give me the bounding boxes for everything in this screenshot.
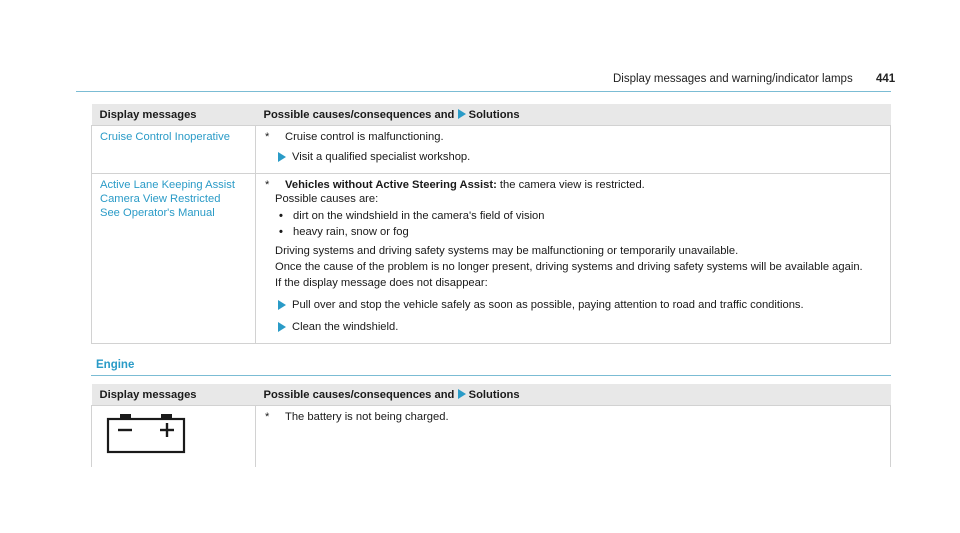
messages-table-1: [91, 104, 891, 344]
page-number: 441: [876, 73, 896, 85]
table-row: [92, 174, 891, 344]
column-header-causes: Possible causes/consequences and Solutions: [256, 384, 891, 406]
paragraph: Once the cause of the problem is no longer present, driving systems and driving safety systems will be available again.: [275, 261, 863, 273]
solution-step: Visit a qualified specialist workshop.: [264, 150, 882, 164]
list-item: • heavy rain, snow or fog: [293, 225, 882, 239]
cause-list: [264, 209, 882, 239]
display-message: [92, 406, 256, 468]
paragraph: If the display message does not disappear:: [275, 277, 488, 289]
page-header: [613, 73, 896, 85]
possible-causes-label: Possible causes are:: [275, 193, 379, 205]
column-header-display-messages: Display messages: [92, 384, 256, 406]
solution-step: Clean the windshield.: [264, 320, 882, 334]
arrow-icon: [278, 322, 286, 332]
display-message: Cruise Control Inoperative: [92, 126, 256, 174]
section-divider: [91, 375, 891, 376]
arrow-icon: [278, 300, 286, 310]
paragraph: Driving systems and driving safety systems may be malfunctioning or temporarily unavailable.: [275, 245, 739, 257]
column-header-causes: Possible causes/consequences and Solutions: [256, 104, 891, 126]
header-title: Display messages and warning/indicator lamps: [613, 73, 853, 85]
table-row: [92, 406, 891, 468]
cause-text: * Vehicles without Active Steering Assist: the camera view is restricted.: [265, 179, 645, 191]
header-divider: [76, 91, 891, 92]
cause-text: * The battery is not being charged.: [265, 411, 449, 423]
cause-text: * Cruise control is malfunctioning.: [265, 131, 444, 143]
causes-cell: [256, 174, 891, 344]
arrow-icon: [458, 109, 466, 119]
display-message: Active Lane Keeping Assist Camera View Restricted See Operator's Manual: [92, 174, 256, 344]
causes-cell: [256, 406, 891, 468]
solution-step: Pull over and stop the vehicle safely as soon as possible, paying attention to road and traffic conditions.: [264, 298, 882, 312]
arrow-icon: [278, 152, 286, 162]
section-title: Engine: [96, 359, 135, 371]
arrow-icon: [458, 389, 466, 399]
battery-icon: [100, 410, 192, 456]
column-header-display-messages: Display messages: [92, 104, 256, 126]
messages-table-2: [91, 384, 891, 467]
causes-cell: [256, 126, 891, 174]
list-item: • dirt on the windshield in the camera's field of vision: [293, 209, 882, 223]
table-row: [92, 126, 891, 174]
